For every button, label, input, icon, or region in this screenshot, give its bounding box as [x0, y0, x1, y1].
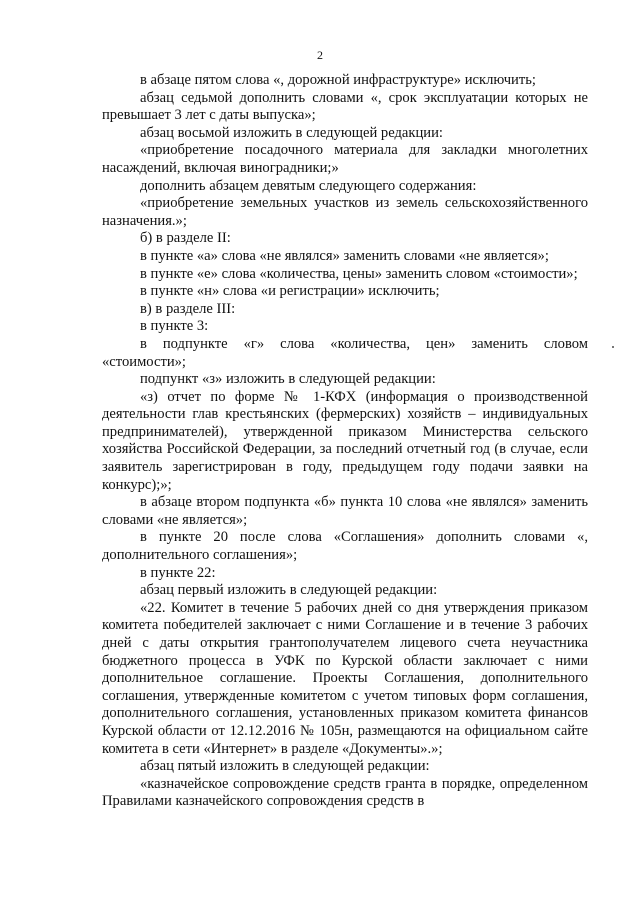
paragraph: в пункте 3:	[140, 318, 209, 335]
paragraph: в) в разделе III:	[140, 300, 236, 317]
paragraph: в абзаце пятом слова «, дорожной инфраструктуре» исключить;	[140, 72, 536, 88]
paragraph: б) в разделе II:	[140, 230, 231, 247]
paragraph: в пункте «а» слова «не являлся» заменить словами «не является»;	[140, 247, 549, 264]
paragraph: абзац восьмой изложить в следующей редакции:	[140, 124, 443, 141]
paragraph: в пункте «н» слова «и регистрации» исключить;	[140, 283, 440, 300]
paragraph: абзац седьмой дополнить словами «, срок эксплуатации которых не превышает 3 лет с даты выпуска»;	[102, 89, 588, 124]
paragraph: в пункте 20 после слова «Соглашения» дополнить словами «, дополнительного соглашения»;	[102, 529, 588, 564]
paragraph: в пункте 22:	[140, 564, 216, 581]
scan-speck	[612, 346, 614, 348]
paragraph: «з) отчет по форме № 1-КФХ (информация о производственной деятельности глав крестьянских (фермерских) хозяйств – индивидуальных предпринимателей), утвержденной приказом Министерства сельского хозяйства Российской Федерации, за последний отчетный год (в случае, если заявитель зарегистрирован в году, предыдущем году подачи заявки на конкурс);»;	[102, 388, 588, 493]
paragraph: дополнить абзацем девятым следующего содержания:	[140, 177, 477, 194]
paragraph: в подпункте «г» слова «количества, цен» заменить словом «стоимости»;	[102, 335, 588, 370]
page-number: 2	[317, 48, 323, 62]
paragraph: «приобретение земельных участков из земель сельскохозяйственного назначения.»;	[102, 195, 588, 229]
paragraph: «22. Комитет в течение 5 рабочих дней со дня утверждения приказом комитета победителей заключает с ними Соглашение и в течение 3 рабочих дней с даты открытия грантополучателем лицевого счета неучастника бюджетного процесса в УФК по Курской области заключает с ними дополнительное соглашение. Проекты Соглашения, дополнительного соглашения, утвержденные комитетом с учетом типовых форм соглашения, дополнительного соглашения, установленных приказом комитета финансов Курской области от 12.12.2016 № 105н, размещаются на официальном сайте комитета в сети «Интернет» в разделе «Документы».»;	[102, 599, 588, 757]
paragraph: «казначейское сопровождение средств гранта в порядке, определенном Правилами казначейского сопровождения средств в	[102, 775, 588, 810]
paragraph: в пункте «е» слова «количества, цены» заменить словом «стоимости»;	[140, 265, 578, 282]
document-body	[102, 72, 588, 811]
paragraph: абзац первый изложить в следующей редакции:	[140, 582, 438, 599]
paragraph: в абзаце втором подпункта «б» пункта 10 слова «не являлся» заменить словами «не является»;	[102, 494, 588, 528]
paragraph: абзац пятый изложить в следующей редакции:	[140, 758, 430, 775]
paragraph: «приобретение посадочного материала для закладки многолетних насаждений, включая виноградники;»	[102, 142, 588, 176]
paragraph: подпункт «з» изложить в следующей редакции:	[140, 371, 436, 388]
